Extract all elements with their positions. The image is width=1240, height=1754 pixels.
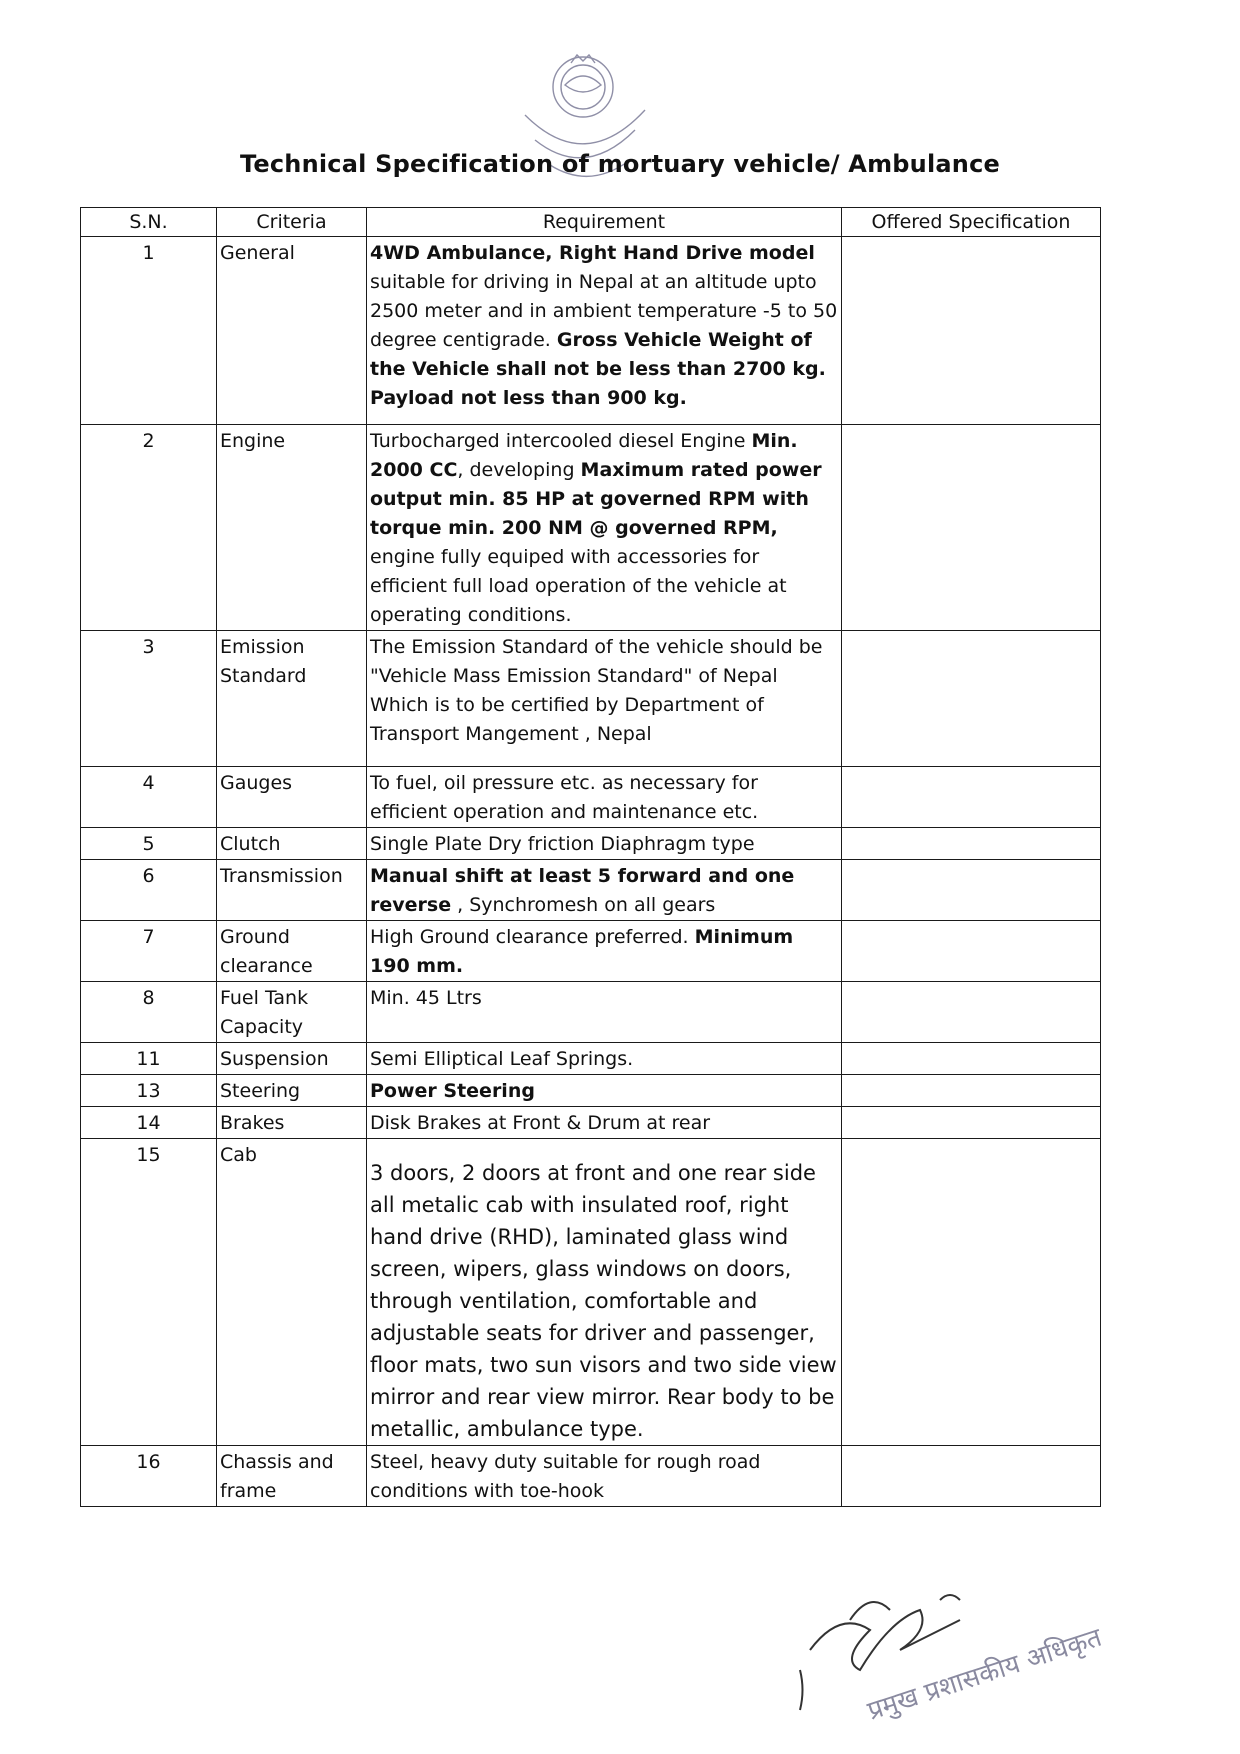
cell-sn: 1: [81, 237, 217, 425]
cell-requirement: [367, 982, 842, 1043]
cell-criteria: Suspension: [217, 1043, 367, 1075]
table-row: [81, 860, 1101, 921]
requirement-text: Min. 45 Ltrs: [370, 987, 482, 1009]
column-header-sn: S.N.: [81, 208, 217, 237]
cell-criteria: Engine: [217, 425, 367, 631]
cell-criteria: Fuel Tank Capacity: [217, 982, 367, 1043]
cell-requirement: [367, 1075, 842, 1107]
cell-criteria: General: [217, 237, 367, 425]
cell-sn: 7: [81, 921, 217, 982]
column-header-criteria: Criteria: [217, 208, 367, 237]
requirement-text: suitable for driving in Nepal at an altitude upto 2500 meter and in ambient temperature -5 to 50 degree centigrade.: [370, 271, 838, 351]
cell-sn: 3: [81, 631, 217, 767]
requirement-text: Min. 2000 CC: [370, 430, 798, 481]
requirement-text: Minimum 190 mm.: [370, 926, 794, 977]
cell-offered-specification[interactable]: [842, 1075, 1101, 1107]
requirement-text: engine fully equiped with accessories for efficient full load operation of the vehicle at operating conditions.: [370, 546, 787, 626]
cell-criteria: Ground clearance: [217, 921, 367, 982]
cell-offered-specification[interactable]: [842, 767, 1101, 828]
cell-criteria: Cab: [217, 1139, 367, 1446]
requirement-text: Turbocharged intercooled diesel Engine: [370, 430, 752, 452]
cell-sn: 2: [81, 425, 217, 631]
column-header-offered: Offered Specification: [842, 208, 1101, 237]
cell-offered-specification[interactable]: [842, 1139, 1101, 1446]
table-row: [81, 1446, 1101, 1507]
cell-requirement: [367, 1043, 842, 1075]
requirement-text: , developing: [457, 459, 581, 481]
cell-requirement: [367, 425, 842, 631]
requirement-text: High Ground clearance preferred.: [370, 926, 695, 948]
column-header-requirement: Requirement: [367, 208, 842, 237]
cell-offered-specification[interactable]: [842, 921, 1101, 982]
cell-sn: 8: [81, 982, 217, 1043]
cell-requirement: [367, 767, 842, 828]
requirement-text: Semi Elliptical Leaf Springs.: [370, 1048, 634, 1070]
cell-requirement: [367, 828, 842, 860]
cell-requirement: [367, 1107, 842, 1139]
cell-requirement: [367, 921, 842, 982]
cell-offered-specification[interactable]: [842, 1043, 1101, 1075]
table-header-row: [81, 208, 1101, 237]
municipality-seal-icon: [495, 45, 655, 220]
requirement-text: Maximum rated power output min. 85 HP at governed RPM with torque min. 200 NM @ governed RPM,: [370, 459, 822, 539]
stamp-text: प्रमुख प्रशासकीय अधिकृत: [863, 1622, 1106, 1727]
cell-sn: 11: [81, 1043, 217, 1075]
requirement-text: Manual shift at least 5 forward and one reverse: [370, 865, 795, 916]
requirement-text: , Synchromesh on all gears: [451, 894, 716, 916]
specification-table: [80, 207, 1101, 1507]
table-row: [81, 1107, 1101, 1139]
table-row: [81, 425, 1101, 631]
cell-offered-specification[interactable]: [842, 425, 1101, 631]
cell-sn: 13: [81, 1075, 217, 1107]
cell-offered-specification[interactable]: [842, 828, 1101, 860]
table-row: [81, 1139, 1101, 1446]
table-row: [81, 921, 1101, 982]
requirement-text: 4WD Ambulance, Right Hand Drive model: [370, 242, 815, 264]
table-row: [81, 1043, 1101, 1075]
cell-requirement: [367, 860, 842, 921]
table-row: [81, 631, 1101, 767]
requirement-text: To fuel, oil pressure etc. as necessary for efficient operation and maintenance etc.: [370, 772, 759, 823]
requirement-text: Power Steering: [370, 1080, 535, 1102]
requirement-text: The Emission Standard of the vehicle should be "Vehicle Mass Emission Standard" of Nepal Which is to be certified by Department of Transport Mangement , Nepal: [370, 636, 823, 745]
cell-sn: 15: [81, 1139, 217, 1446]
table-row: [81, 982, 1101, 1043]
table-row: [81, 1075, 1101, 1107]
cell-sn: 14: [81, 1107, 217, 1139]
cell-criteria: Transmission: [217, 860, 367, 921]
cell-offered-specification[interactable]: [842, 1446, 1101, 1507]
cell-criteria: Emission Standard: [217, 631, 367, 767]
cell-requirement: [367, 1446, 842, 1507]
table-row: [81, 828, 1101, 860]
cell-criteria: Brakes: [217, 1107, 367, 1139]
page-title: Technical Specification of mortuary vehicle/ Ambulance: [240, 150, 1000, 178]
requirement-text: Gross Vehicle Weight of the Vehicle shall not be less than 2700 kg. Payload not less than 900 kg.: [370, 329, 826, 409]
cell-criteria: Chassis and frame: [217, 1446, 367, 1507]
cell-offered-specification[interactable]: [842, 1107, 1101, 1139]
cell-requirement: [367, 237, 842, 425]
requirement-text: Steel, heavy duty suitable for rough road conditions with toe-hook: [370, 1451, 761, 1502]
cell-offered-specification[interactable]: [842, 631, 1101, 767]
cell-criteria: Steering: [217, 1075, 367, 1107]
cell-sn: 6: [81, 860, 217, 921]
cell-offered-specification[interactable]: [842, 982, 1101, 1043]
cell-sn: 4: [81, 767, 217, 828]
table-row: [81, 237, 1101, 425]
requirement-text: Single Plate Dry friction Diaphragm type: [370, 833, 755, 855]
cell-sn: 5: [81, 828, 217, 860]
table-row: [81, 767, 1101, 828]
cell-offered-specification[interactable]: [842, 237, 1101, 425]
signature-stamp-icon: [790, 1560, 1130, 1730]
cell-requirement: [367, 1139, 842, 1446]
cell-criteria: Gauges: [217, 767, 367, 828]
cell-requirement: [367, 631, 842, 767]
cell-offered-specification[interactable]: [842, 860, 1101, 921]
requirement-text: Disk Brakes at Front & Drum at rear: [370, 1112, 711, 1134]
requirement-text: 3 doors, 2 doors at front and one rear side all metalic cab with insulated roof, right hand drive (RHD), laminated glass wind screen, wipers, glass windows on doors, through ventilation, comfortable and adjustable seats for driver and passenger, floor mats, two sun visors and two side view mirror and rear view mirror. Rear body to be metallic, ambulance type.: [370, 1161, 837, 1441]
cell-sn: 16: [81, 1446, 217, 1507]
cell-criteria: Clutch: [217, 828, 367, 860]
